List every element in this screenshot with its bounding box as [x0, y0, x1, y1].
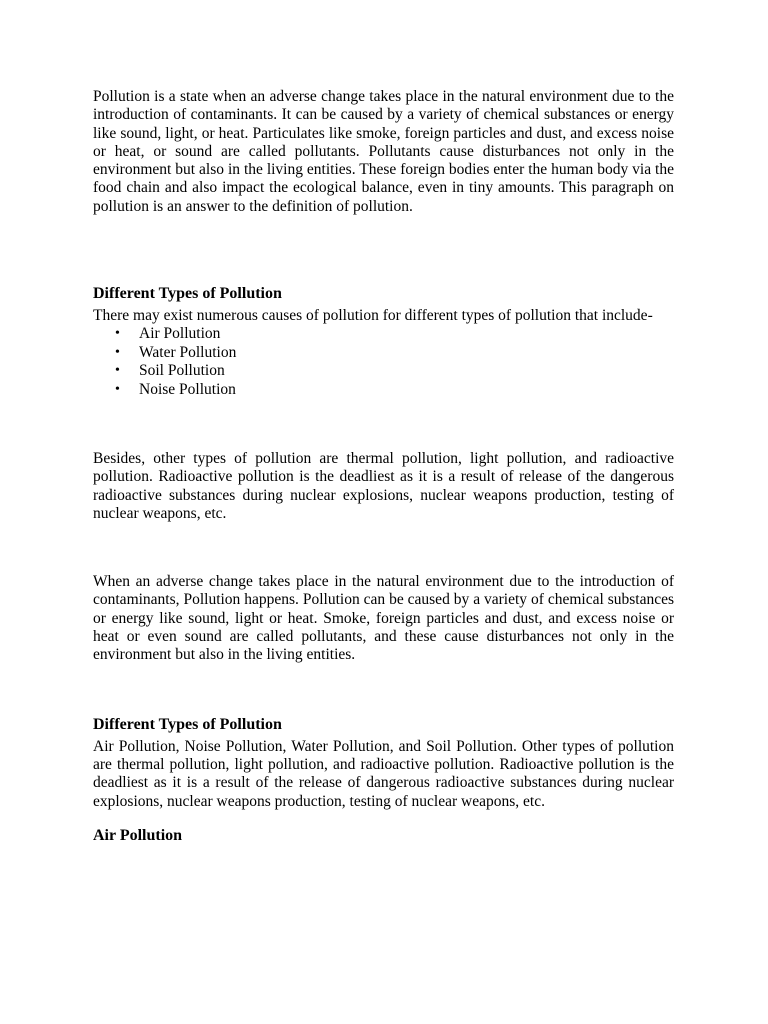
list-item [115, 362, 674, 380]
bullet-icon: • [115, 344, 120, 360]
list-item-label: Noise Pollution [139, 380, 236, 398]
bullet-icon: • [115, 381, 120, 397]
bullet-icon: • [115, 363, 120, 379]
list-item-label: Soil Pollution [139, 362, 225, 380]
paragraph-types-summary: Air Pollution, Noise Pollution, Water Pollution, and Soil Pollution. Other types of pollution are thermal pollution, light pollution, and radioactive pollution. Radioactive pollution is the deadliest as it is a result of the release of dangerous radioactive substances during nuclear explosions, nuclear weapons production, testing of nuclear weapons, etc. [93, 737, 674, 810]
list-item [115, 343, 674, 362]
document-page [93, 88, 674, 846]
bullet-icon: • [115, 326, 120, 342]
list-item [115, 325, 674, 343]
paragraph-pollution-happens: When an adverse change takes place in the natural environment due to the introduction of contaminants, Pollution happens. Pollution can be caused by a variety of chemical substances or energy like sound, light or heat. Smoke, foreign particles and dust, and excess noise or heat or even sound are called pollutants, and these cause disturbances not only in the environment but also in the living entities. [93, 573, 674, 664]
paragraph-pollution-definition: Pollution is a state when an adverse change takes place in the natural environment due to the introduction of contaminants. It can be caused by a variety of chemical substances or energy like sound, light, or heat. Particulates like smoke, foreign particles and dust, and excess noise or heat, or sound are called pollutants. Pollutants cause disturbances not only in the environment but also in the living entities. These foreign bodies enter the human body via the food chain and also impact the ecological balance, even in tiny amounts. This paragraph on pollution is an answer to the definition of pollution. [93, 88, 674, 215]
pollution-types-list [93, 325, 674, 399]
heading-types-of-pollution-2: Different Types of Pollution [93, 715, 282, 733]
heading-air-pollution: Air Pollution [93, 826, 183, 844]
heading-types-of-pollution: Different Types of Pollution [93, 285, 282, 303]
list-item-label: Water Pollution [139, 343, 237, 361]
list-item-label: Air Pollution [139, 325, 221, 343]
paragraph-other-types: Besides, other types of pollution are thermal pollution, light pollution, and radioactive pollution. Radioactive pollution is the deadliest as it is a result of release of the dangerous radioactive substances during nuclear explosions, nuclear weapons production, testing of nuclear weapons, etc. [93, 450, 674, 522]
paragraph-causes-intro: There may exist numerous causes of pollution for different types of pollution that include- [93, 307, 653, 325]
list-item [115, 380, 674, 399]
